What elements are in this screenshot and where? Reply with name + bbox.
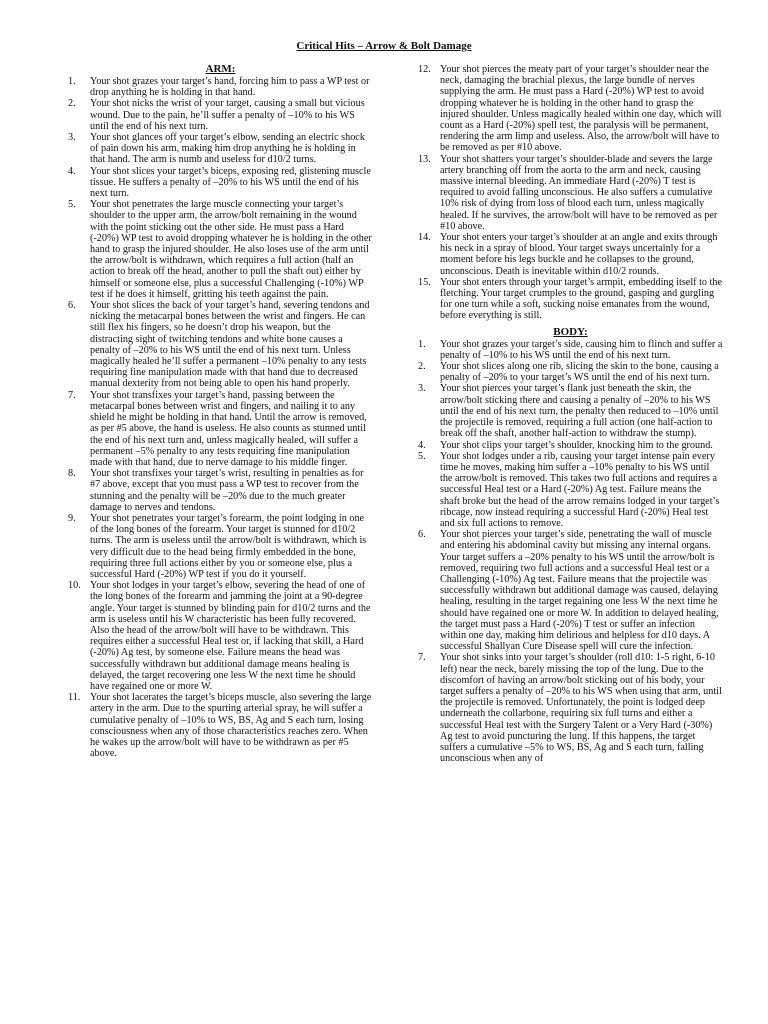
list-item	[68, 468, 373, 513]
item-number: 5.	[68, 199, 76, 211]
item-text: Your shot transfixes your target’s wrist, resulting in penalties as for #7 above, except that you must pass a WP test to recover from the stunning and the penalty will be –20% due to the much greater damage to nerves and tendons.	[90, 468, 364, 513]
item-text: Your shot penetrates your target’s forearm, the point lodging in one of the long bones of the forearm. Your target is stunned for d10/2 turns. The arm is useless until the arrow/bolt is withdrawn, which is very difficult due to the head being firmly embedded in the bone, requiring three full actions either by you or someone else, plus a successful Hard (-20%) WP test if you do it yourself.	[90, 512, 367, 580]
item-text: Your shot penetrates the large muscle connecting your target’s shoulder to the upper arm, the arrow/bolt remaining in the wound with the point sticking out the other side. He must pass a Hard (-20%) WP test to avoid dropping whatever he is holding in the other hand to grasp the injured shoulder. He also loses use of the arm until the arrow/bolt is withdrawn, which requires a full action (half an action to break off the head, another to pull the shaft out) either by himself or someone else, plus a successful Challenging (-10%) WP test if he does it himself, gritting his teeth against the pain.	[90, 199, 372, 300]
item-text: Your shot pierces your target’s side, penetrating the wall of muscle and entering his abdominal cavity but missing any internal organs. Your target suffers a –20% penalty to his WS until the arrow/bolt is removed, requiring two full actions and a successful Heal test or a Challenging (-10%) Ag test. Failure means that the projectile was successfully withdrawn but additional damage was caused, delaying healing, resulting in the target regaining one less W the next time he should have regained one or more W. In addition to delayed healing, the target must pass a Hard (-20%) T test or suffer an infection within one day, making him delirious and helpless for d10 days. A successful Shallyan Cure Disease spell will cure the infection.	[440, 529, 719, 653]
item-number: 11.	[68, 692, 81, 704]
list-item	[418, 383, 723, 439]
item-text: Your shot shatters your target’s shoulder-blade and severs the large artery branching off from the aorta to the arm and neck, causing massive internal bleeding. An immediate Hard (-20%) T test is required to avoid falling unconscious. He also suffers a cumulative 10% risk of dying from loss of blood each turn, unless magically healed. If he survives, the arrow/bolt will have to be removed as per #10 above.	[440, 153, 718, 232]
list-item	[68, 300, 373, 390]
page-title: Critical Hits – Arrow & Bolt Damage	[296, 40, 472, 52]
item-text: Your shot clips your target’s shoulder, knocking him to the ground.	[440, 439, 713, 451]
list-item	[418, 652, 723, 764]
item-text: Your shot glances off your target’s elbow, sending an electric shock of pain down his arm, making him drop anything he is holding in that hand. The arm is numb and useless for d10/2 turns.	[90, 132, 365, 166]
item-text: Your shot enters through your target’s armpit, embedding itself to the fletching. Your target crumples to the ground, gasping and gurgling for one turn while a soft, sucking noise emanates from the wound, before everything is still.	[440, 276, 723, 322]
item-number: 5.	[418, 450, 426, 462]
item-number: 9.	[68, 512, 76, 524]
item-number: 1.	[68, 76, 76, 87]
item-text: Your shot grazes your target’s side, causing him to flinch and suffer a penalty of –10% to his WS until the end of his next turn.	[440, 338, 723, 361]
list-item	[418, 232, 723, 277]
item-number: 15.	[418, 276, 431, 288]
item-text: Your shot slices your target’s biceps, exposing red, glistening muscle tissue. He suffers a penalty of –20% to his WS until the end of his next turn.	[90, 165, 371, 200]
list-item	[418, 440, 723, 451]
item-text: Your shot enters your target’s shoulder at an angle and exits through his neck in a spray of blood. Your target sways uncertainly for a moment before his legs buckle and he collapses to the ground, unconscious. Death is inevitable within d10/2 rounds.	[440, 232, 718, 277]
list-item	[68, 692, 373, 759]
item-number: 10.	[68, 580, 81, 592]
item-text: Your shot sinks into your target’s shoulder (roll d10: 1-5 right, 6-10 left) near the neck, barely missing the top of the lung. Due to the discomfort of having an arrow/bolt sticking out of his body, your target suffers a penalty of –20% to his WS when using that arm, until the projectile is removed. Unfortunately, the point is lodged deep underneath the collarbone, requiring six full turns and either a successful Heal test with the Surgery Talent or a Very Hard (-30%) Ag test to avoid puncturing the lung. If this happens, the target suffers a cumulative –5% to WS, BS, Ag and S each turn, falling unconscious when any of	[440, 652, 722, 765]
list-item	[418, 339, 723, 361]
item-text: Your shot grazes your target’s hand, forcing him to pass a WP test or drop anything he is holding in that hand.	[90, 76, 370, 99]
item-text: Your shot slices along one rib, slicing the skin to the bone, causing a penalty of –20% to your target’s WS until the end of his next turn.	[440, 361, 719, 384]
item-number: 7.	[68, 389, 76, 401]
list-item	[418, 451, 723, 529]
item-number: 13.	[418, 153, 431, 165]
item-text: Your shot transfixes your target’s hand, passing between the metacarpal bones between wrist and fingers, and nailing it to any shield he might be holding in that hand. Until the arrow is removed, as per #5 above, the hand is useless. He also counts as stunned until the end of his next turn and, unless magically healed, will suffer a permanent –5% penalty to any tests requiring fine manipulation made with that hand, due to nerve damage to his middle finger.	[90, 389, 367, 468]
item-number: 12.	[418, 64, 431, 75]
list-item	[418, 277, 723, 322]
list-item	[68, 390, 373, 468]
left-column	[68, 63, 373, 759]
item-number: 7.	[418, 652, 426, 664]
list-item	[418, 64, 723, 154]
list-item	[68, 199, 373, 300]
item-text: Your shot pierces your target’s flank just beneath the skin, the arrow/bolt sticking there and causing a penalty of –20% to his WS until the end of his next turn, the penalty then reduced to –10% until the projectile is removed, requiring a full action (one half-action to break off the shaft, another half-action to withdraw the stump).	[440, 383, 719, 440]
right-column	[418, 64, 723, 764]
item-text: Your shot lodges in your target’s elbow, severing the head of one of the long bones of the forearm and jamming the joint at a 90-degree angle. Your target is stunned by blinding pain for d10/2 turns and the arm is useless until his W characteristic has been fully recovered. Also the head of the arrow/bolt will have to be withdrawn. This requires either a successful Heal test or, if lacking that skill, a Hard (-20%) Ag test, by someone else. Failure means the head was successfully withdrawn but additional damage means healing is delayed, the target recovering one less W the next time he should have regained one or more W.	[90, 580, 371, 692]
list-item	[68, 98, 373, 132]
item-text: Your shot lodges under a rib, causing your target intense pain every time he moves, making him suffer a –10% penalty to his WS until the arrow/bolt is removed. This takes two full actions and requires a successful Heal test or a Hard (-20%) Ag test. Failure means the shaft broke but the head of the arrow remains lodged in your target’s ribcage, now instead requiring a successful Hard (-20%) Heal test and six full actions to remove.	[440, 450, 720, 529]
arm-heading: ARM:	[205, 63, 236, 75]
item-number: 6.	[418, 529, 426, 541]
list-item	[68, 132, 373, 166]
list-item	[418, 154, 723, 232]
list-item	[418, 529, 723, 652]
item-number: 1.	[418, 338, 426, 350]
item-number: 3.	[68, 132, 76, 144]
list-item	[68, 513, 373, 580]
list-item	[418, 361, 723, 383]
item-number: 4.	[68, 165, 76, 177]
item-number: 2.	[68, 98, 76, 110]
list-item	[68, 76, 373, 98]
item-text: Your shot nicks the wrist of your target, causing a small but vicious wound. Due to the pain, he’ll suffer a penalty of –10% to his WS until the end of his next turn.	[90, 98, 365, 132]
item-number: 8.	[68, 468, 76, 480]
item-text: Your shot lacerates the target’s biceps muscle, also severing the large artery in the arm. Due to the spurting arterial spray, he will suffer a cumulative penalty of –10% to WS, BS, Ag and S each turn, losing consciousness when any of those characteristics reaches zero. When he wakes up the arrow/bolt will have to be withdrawn as per #5 above.	[90, 692, 372, 760]
item-number: 2.	[418, 361, 426, 373]
item-number: 3.	[418, 383, 426, 395]
arm-continued-list	[418, 64, 723, 322]
item-number: 4.	[418, 439, 426, 451]
item-number: 6.	[68, 300, 76, 312]
body-list	[418, 339, 723, 765]
item-text: Your shot pierces the meaty part of your target’s shoulder near the neck, damaging the brachial plexus, the large bundle of nerves supplying the arm. He must pass a Hard (-20%) WP test to avoid dropping whatever he is holding in the other hand to grasp the injured shoulder. Unless magically healed within one day, which will count as a Hard (-20%) spell test, the paralysis will be permanent, rendering the arm limp and useless. Also, the arrow/bolt will have to be removed as per #10 above.	[440, 64, 722, 154]
item-text: Your shot slices the back of your target’s hand, severing tendons and nicking the metacarpal bones between the wrist and fingers. He can still flex his fingers, so he doesn’t drop his weapon, but the distracting sight of twitching tendons and white bone causes a penalty of –20% to his WS until the end of his next turn. Unless magically healed he’ll suffer a permanent –10% penalty to any tests requiring fine manipulation made with that hand due to decreased manual dexterity from not being able to open his hand properly.	[90, 300, 370, 390]
list-item	[68, 580, 373, 692]
body-heading: BODY:	[553, 325, 588, 338]
arm-list	[68, 76, 373, 759]
list-item	[68, 166, 373, 200]
item-number: 14.	[418, 232, 431, 244]
